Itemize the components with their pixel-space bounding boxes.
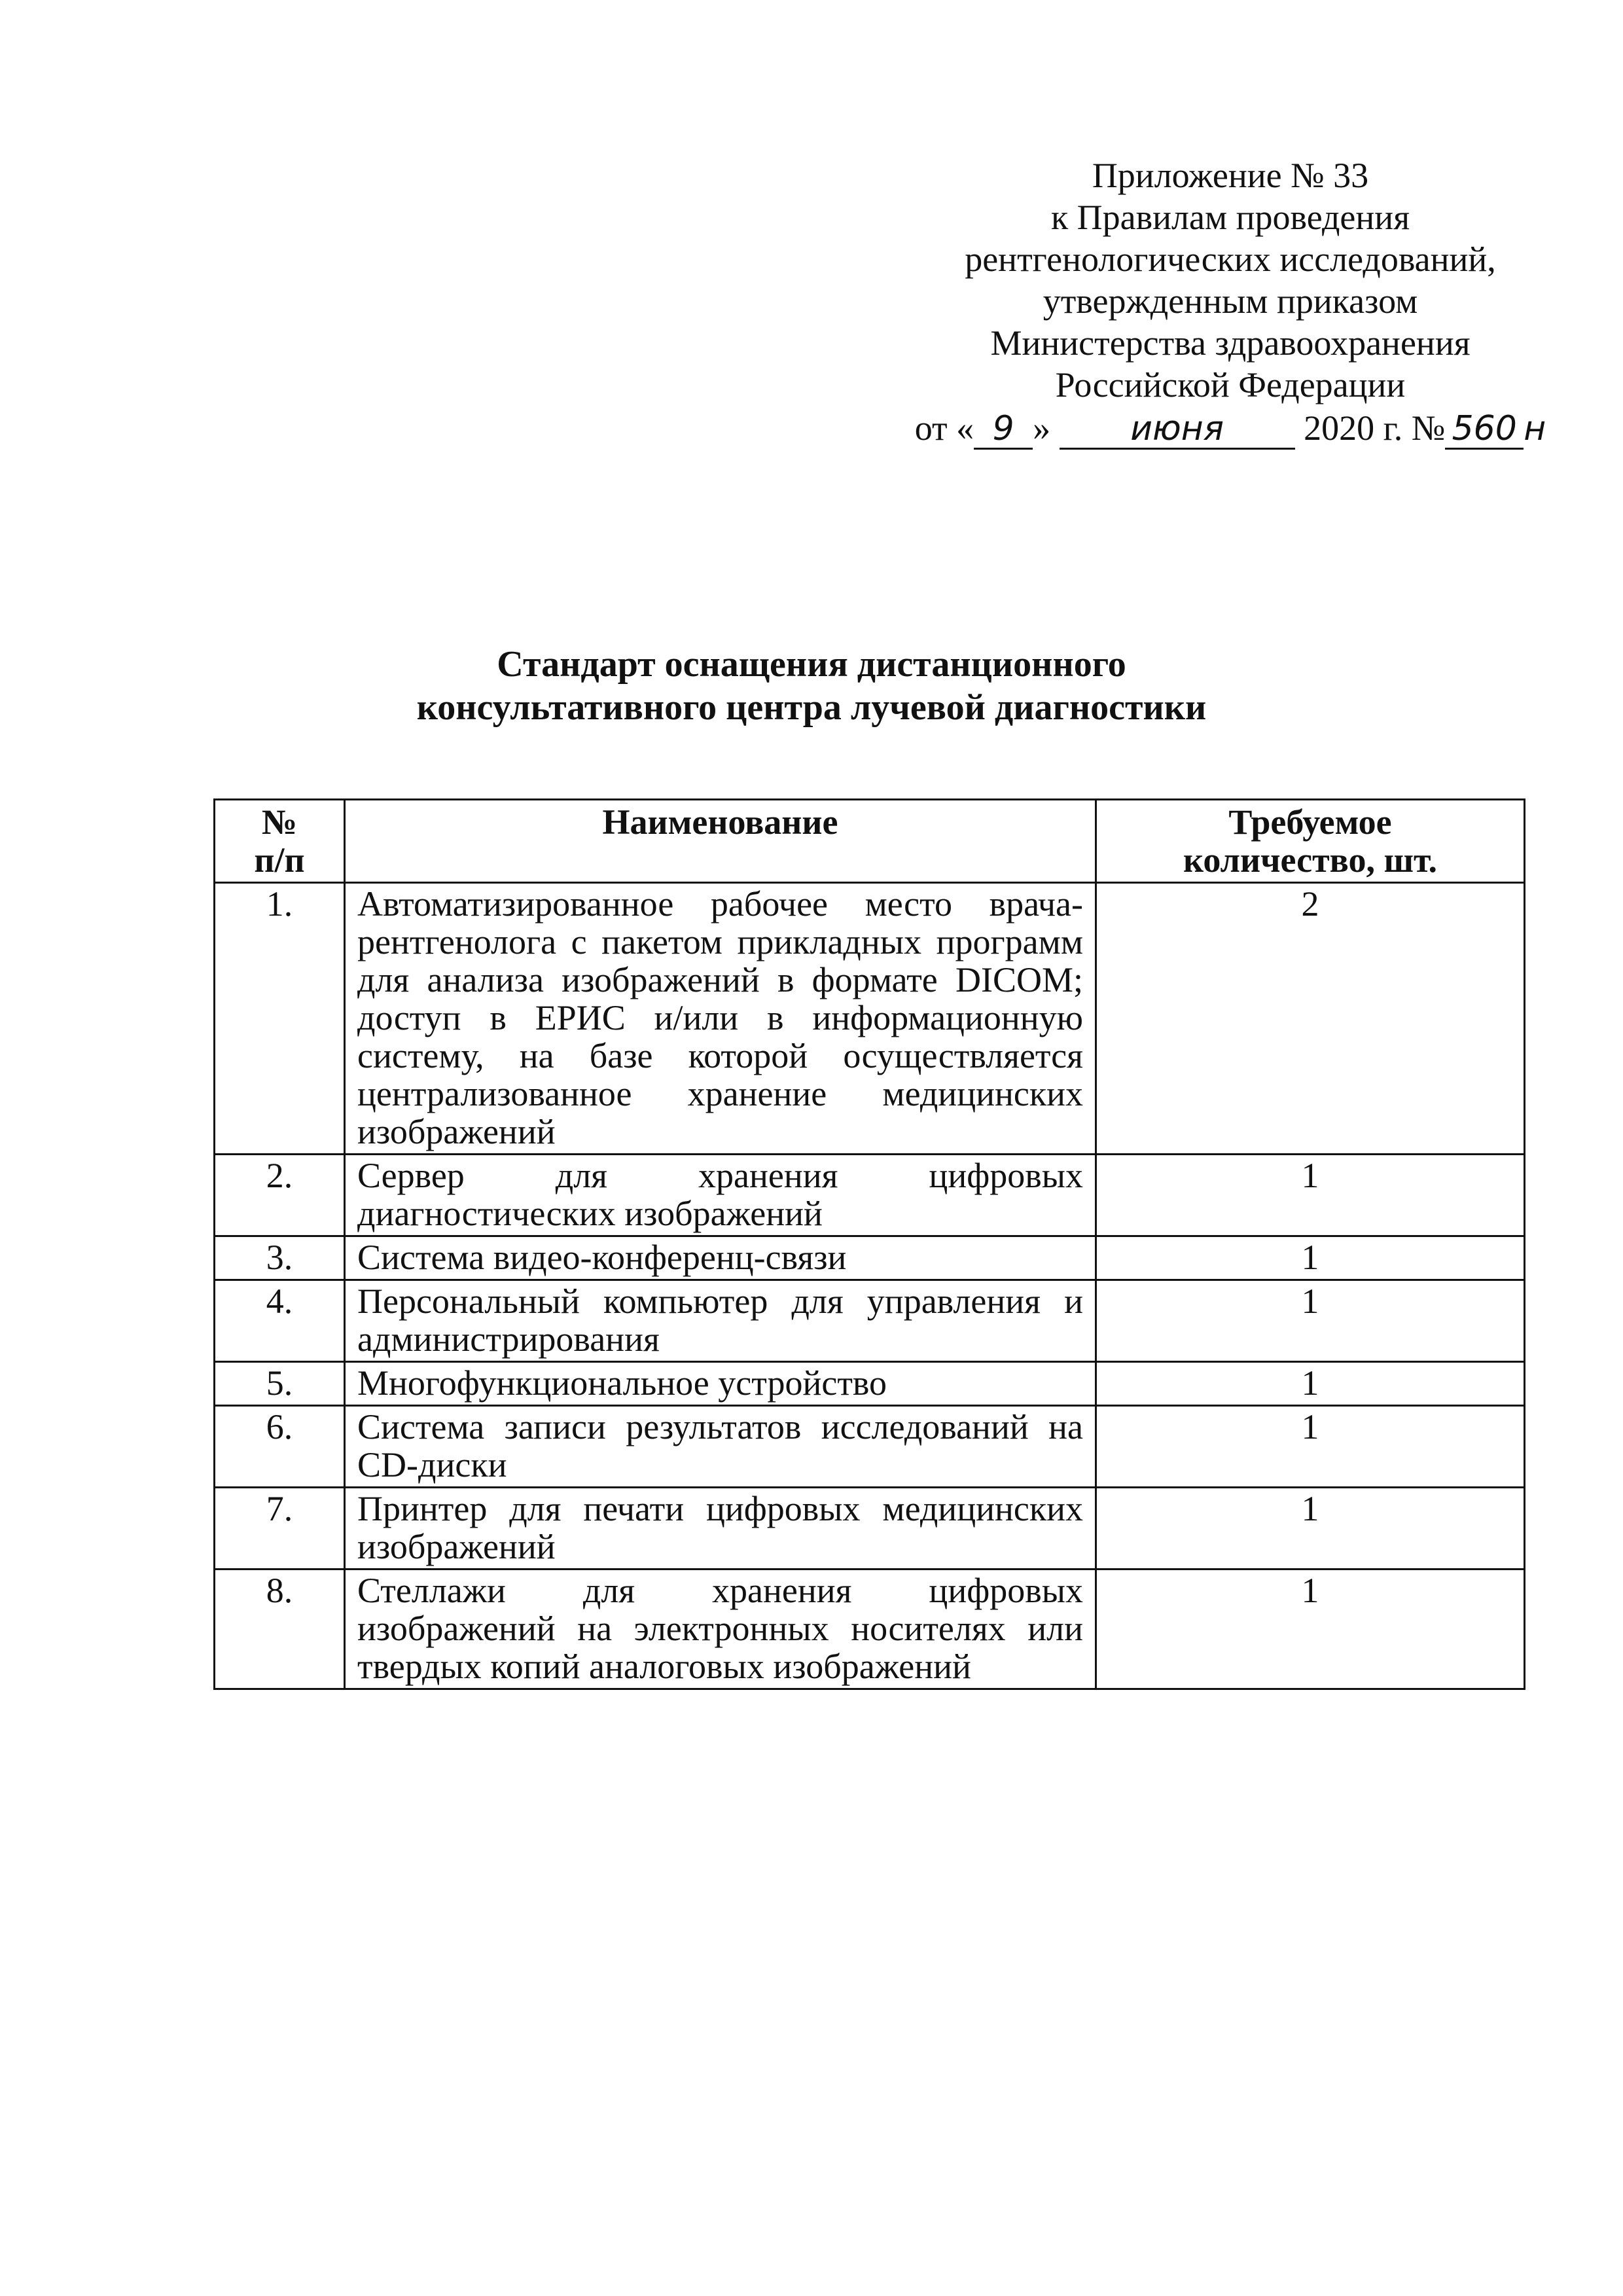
table-row [215, 1155, 1525, 1236]
row-name: Автоматизированное рабочее место врача-рентгенолога с пакетом прикладных программ для анализа изображений в формате DICOM; доступ в ЕРИС и/или в информационную систему, на базе которой осуществляется централизованное хранение медицинских изображений [345, 883, 1096, 1155]
header-qty-line-1: Требуемое [1228, 802, 1392, 842]
row-quantity: 1 [1096, 1570, 1525, 1689]
table-row [215, 1570, 1525, 1689]
handwritten-order-number: 560 [1445, 410, 1524, 450]
handwritten-day: 9 [974, 410, 1033, 450]
row-number: 2. [215, 1155, 345, 1236]
row-quantity: 1 [1096, 1236, 1525, 1280]
handwritten-number-suffix: н [1524, 409, 1546, 448]
row-number: 5. [215, 1362, 345, 1406]
row-number: 4. [215, 1280, 345, 1362]
row-quantity: 1 [1096, 1488, 1525, 1570]
row-quantity: 1 [1096, 1155, 1525, 1236]
row-name: Стеллажи для хранения цифровых изображений на электронных носителях или твердых копий аналоговых изображений [345, 1570, 1096, 1689]
equipment-table [213, 798, 1525, 1690]
row-number: 3. [215, 1236, 345, 1280]
appendix-line-4: утвержденным приказом [1043, 281, 1418, 321]
header-qty [1096, 800, 1525, 883]
title-line-1: Стандарт оснащения дистанционного [497, 644, 1126, 685]
table-row [215, 1488, 1525, 1570]
row-name: Система записи результатов исследований на CD-диски [345, 1406, 1096, 1488]
table-row [215, 1406, 1525, 1488]
header-num [215, 800, 345, 883]
row-number: 6. [215, 1406, 345, 1488]
appendix-header [851, 154, 1610, 450]
row-name: Принтер для печати цифровых медицинских изображений [345, 1488, 1096, 1570]
appendix-line-5: Министерства здравоохранения [990, 323, 1471, 363]
row-name: Персональный компьютер для управления и администрирования [345, 1280, 1096, 1362]
appendix-number: Приложение № 33 [1092, 156, 1369, 195]
row-quantity: 1 [1096, 1362, 1525, 1406]
row-quantity: 2 [1096, 883, 1525, 1155]
row-name: Многофункциональное устройство [345, 1362, 1096, 1406]
row-name: Система видео-конференц-связи [345, 1236, 1096, 1280]
row-number: 1. [215, 883, 345, 1155]
handwritten-month: июня [1060, 410, 1295, 450]
table-row [215, 1362, 1525, 1406]
order-date-line [851, 407, 1610, 450]
date-quote-close: » [1033, 408, 1051, 448]
header-num-line-2: п/п [254, 840, 305, 880]
row-number: 7. [215, 1488, 345, 1570]
appendix-line-2: к Правилам проведения [1050, 198, 1410, 237]
document-title [196, 643, 1427, 729]
row-number: 8. [215, 1570, 345, 1689]
header-qty-line-2: количество, шт. [1183, 840, 1438, 880]
row-name: Сервер для хранения цифровых диагностических изображений [345, 1155, 1096, 1236]
date-prefix: от « [914, 408, 974, 448]
year-text: 2020 г. № [1304, 408, 1446, 448]
table-row [215, 1280, 1525, 1362]
appendix-line-6: Российской Федерации [1055, 365, 1406, 404]
table-row [215, 1236, 1525, 1280]
row-quantity: 1 [1096, 1406, 1525, 1488]
row-quantity: 1 [1096, 1280, 1525, 1362]
table-row [215, 883, 1525, 1155]
header-num-line-1: № [261, 802, 298, 842]
table-header-row [215, 800, 1525, 883]
appendix-line-3: рентгенологических исследований, [965, 240, 1496, 279]
title-line-2: консультативного центра лучевой диагностики [416, 687, 1207, 728]
header-name: Наименование [345, 800, 1096, 883]
